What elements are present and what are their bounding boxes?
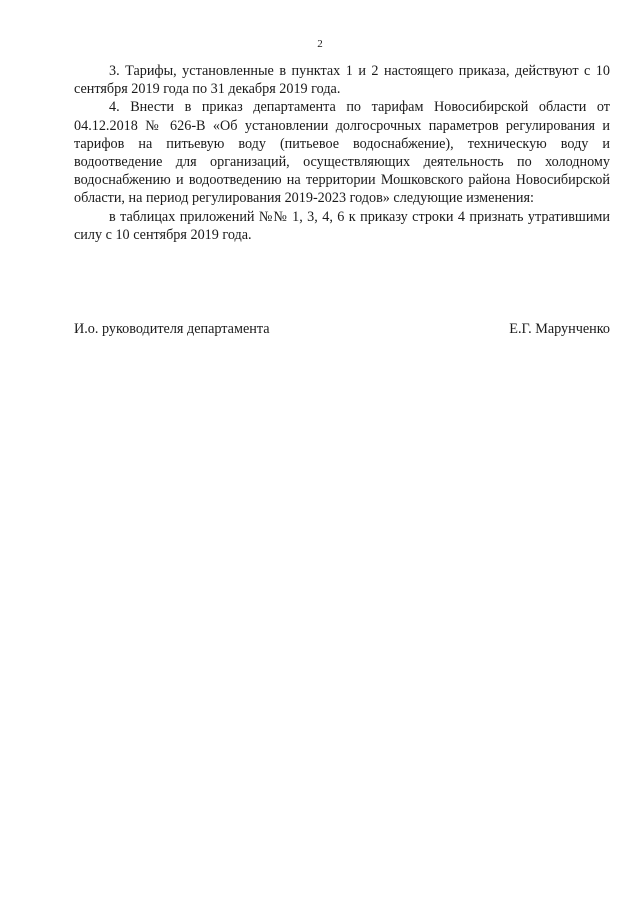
signature-block: [74, 320, 610, 338]
signatory-name: Е.Г. Марунченко: [509, 321, 610, 337]
document-body: [74, 62, 610, 244]
signatory-position: И.о. руководителя департамента: [74, 321, 270, 337]
paragraph-4: 4. Внести в приказ департамента по тарифам Новосибирской области от 04.12.2018 № 626-В «Об установлении долгосрочных параметров регулирования и тарифов на питьевую воду (питьевое водоснабжение), техническую воду и водоотведение для организаций, осуществляющих деятельность по холодному водоснабжению и водоотведению на территории Мошковского района Новосибирской области, на период регулирования 2019-2023 годов» следующие изменения:: [74, 99, 610, 207]
paragraph-3: 3. Тарифы, установленные в пунктах 1 и 2 настоящего приказа, действуют с 10 сентября 2019 года по 31 декабря 2019 года.: [74, 63, 610, 98]
page-number: 2: [317, 38, 323, 50]
paragraph-4-subitem: в таблицах приложений №№ 1, 3, 4, 6 к приказу строки 4 признать утратившими силу с 10 сентября 2019 года.: [74, 208, 610, 243]
